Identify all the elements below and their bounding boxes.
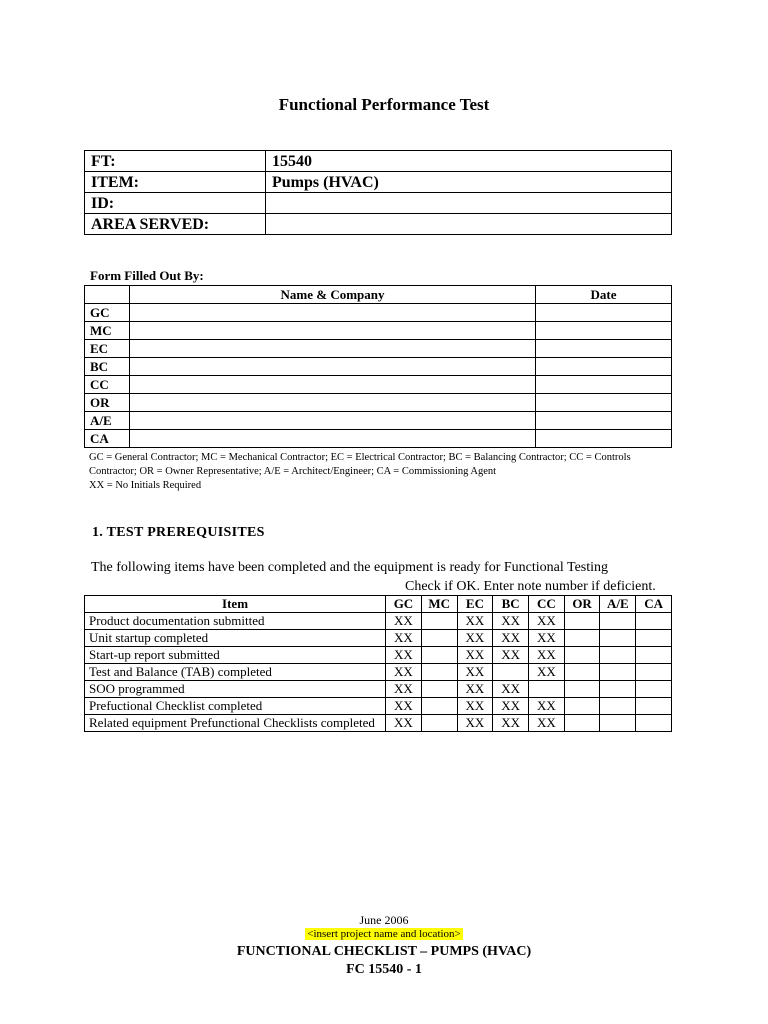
signoff-row [85, 340, 672, 358]
legend-line: Contractor; OR = Owner Representative; A/E = Architect/Engineer; CA = Commissioning Agent [89, 466, 497, 477]
header-label: ITEM: [85, 172, 266, 193]
footer-date: June 2006 [359, 913, 409, 927]
name-company-cell[interactable] [130, 394, 536, 412]
name-company-header: Name & Company [130, 286, 536, 304]
prereq-check-cell[interactable] [564, 664, 600, 681]
date-cell[interactable] [536, 394, 672, 412]
prereq-column-header: CA [636, 596, 672, 613]
prereq-row [85, 630, 672, 647]
name-company-cell[interactable] [130, 340, 536, 358]
signoff-row [85, 412, 672, 430]
role-label: CC [85, 376, 130, 394]
name-company-cell[interactable] [130, 376, 536, 394]
role-label: A/E [85, 412, 130, 430]
prereq-item: Product documentation submitted [85, 613, 386, 630]
role-label: BC [85, 358, 130, 376]
prereq-check-cell[interactable]: XX [529, 715, 565, 732]
prereq-check-cell[interactable] [636, 664, 672, 681]
header-row [85, 193, 672, 214]
section-title: 1. TEST PREREQUISITES [92, 525, 265, 540]
name-company-cell[interactable] [130, 412, 536, 430]
date-cell[interactable] [536, 430, 672, 448]
prereq-check-cell[interactable]: XX [386, 681, 422, 698]
prerequisites-table [84, 595, 672, 732]
prereq-check-cell[interactable] [600, 630, 636, 647]
prereq-check-cell[interactable]: XX [493, 681, 529, 698]
prereq-row [85, 698, 672, 715]
prereq-row [85, 681, 672, 698]
prereq-check-cell[interactable] [600, 698, 636, 715]
prereq-check-cell[interactable] [421, 630, 457, 647]
role-label: OR [85, 394, 130, 412]
prereq-item: Start-up report submitted [85, 647, 386, 664]
prereq-check-cell[interactable] [600, 613, 636, 630]
prereq-column-header: BC [493, 596, 529, 613]
name-company-cell[interactable] [130, 322, 536, 340]
prereq-check-cell[interactable] [564, 630, 600, 647]
prereq-item: Related equipment Prefunctional Checklists completed [85, 715, 386, 732]
prereq-check-cell[interactable] [564, 681, 600, 698]
prereq-check-cell[interactable]: XX [457, 613, 493, 630]
prereq-check-cell[interactable]: XX [457, 681, 493, 698]
role-header [85, 286, 130, 304]
prereq-check-cell[interactable] [636, 715, 672, 732]
prereq-row [85, 647, 672, 664]
prereq-check-cell[interactable] [421, 698, 457, 715]
signoff-header-row [85, 286, 672, 304]
legend-line: GC = General Contractor; MC = Mechanical Contractor; EC = Electrical Contractor; BC = Balancing Contractor; CC = Controls [89, 452, 631, 463]
role-label: MC [85, 322, 130, 340]
prereq-item: Prefuctional Checklist completed [85, 698, 386, 715]
header-label: FT: [85, 151, 266, 172]
prereq-check-cell[interactable] [564, 647, 600, 664]
header-value[interactable]: Pumps (HVAC) [266, 172, 672, 193]
prereq-check-cell[interactable]: XX [386, 664, 422, 681]
legend-line: XX = No Initials Required [89, 480, 202, 491]
prereq-check-cell[interactable]: XX [457, 698, 493, 715]
date-cell[interactable] [536, 376, 672, 394]
signoff-row [85, 376, 672, 394]
prereq-check-cell[interactable] [636, 681, 672, 698]
prereq-check-cell[interactable]: XX [386, 630, 422, 647]
prereq-check-cell[interactable] [636, 698, 672, 715]
prereq-check-cell[interactable] [493, 664, 529, 681]
name-company-cell[interactable] [130, 304, 536, 322]
prereq-check-cell[interactable]: XX [457, 715, 493, 732]
prereq-check-cell[interactable]: XX [529, 630, 565, 647]
prereq-check-cell[interactable] [600, 647, 636, 664]
prereq-row [85, 613, 672, 630]
prereq-check-cell[interactable]: XX [493, 613, 529, 630]
abbreviation-legend [89, 451, 673, 493]
section-intro: The following items have been completed and the equipment is ready for Functional Testing [91, 560, 609, 575]
date-cell[interactable] [536, 358, 672, 376]
footer-page-number: FC 15540 - 1 [346, 962, 422, 977]
prereq-check-cell[interactable] [421, 681, 457, 698]
prereq-check-cell[interactable]: XX [386, 715, 422, 732]
prereq-header-row [85, 596, 672, 613]
role-label: EC [85, 340, 130, 358]
header-row [85, 151, 672, 172]
signoff-row [85, 304, 672, 322]
header-value[interactable]: 15540 [266, 151, 672, 172]
prereq-check-cell[interactable] [529, 681, 565, 698]
signoff-row [85, 394, 672, 412]
prereq-item: SOO programmed [85, 681, 386, 698]
prereq-check-cell[interactable]: XX [457, 630, 493, 647]
prereq-check-cell[interactable] [421, 647, 457, 664]
form-filled-label: Form Filled Out By: [90, 268, 204, 283]
name-company-cell[interactable] [130, 358, 536, 376]
name-company-cell[interactable] [130, 430, 536, 448]
prereq-check-cell[interactable]: XX [529, 613, 565, 630]
date-cell[interactable] [536, 322, 672, 340]
footer-project [0, 928, 768, 940]
prereq-check-cell[interactable]: XX [386, 698, 422, 715]
prereq-check-cell[interactable]: XX [493, 698, 529, 715]
header-label: AREA SERVED: [85, 214, 266, 235]
date-cell[interactable] [536, 412, 672, 430]
project-placeholder: <insert project name and location> [307, 928, 461, 940]
prereq-row [85, 664, 672, 681]
check-note: Check if OK. Enter note number if deficient. [405, 579, 656, 594]
prereq-check-cell[interactable]: XX [529, 698, 565, 715]
prereq-row [85, 715, 672, 732]
prereq-column-header: OR [564, 596, 600, 613]
prereq-check-cell[interactable]: XX [493, 647, 529, 664]
prereq-column-header: GC [386, 596, 422, 613]
prereq-check-cell[interactable] [564, 698, 600, 715]
date-header: Date [536, 286, 672, 304]
prereq-column-header: MC [421, 596, 457, 613]
prereq-check-cell[interactable]: XX [493, 715, 529, 732]
prereq-column-header: EC [457, 596, 493, 613]
page-title: Functional Performance Test [278, 95, 490, 114]
prereq-check-cell[interactable]: XX [386, 647, 422, 664]
prereq-column-header: A/E [600, 596, 636, 613]
signoff-row [85, 358, 672, 376]
prereq-column-header: Item [85, 596, 386, 613]
prereq-check-cell[interactable] [421, 715, 457, 732]
prereq-check-cell[interactable]: XX [529, 647, 565, 664]
role-label: GC [85, 304, 130, 322]
prereq-item: Test and Balance (TAB) completed [85, 664, 386, 681]
signoff-row [85, 322, 672, 340]
header-table [84, 150, 672, 235]
prereq-check-cell[interactable] [564, 715, 600, 732]
prereq-check-cell[interactable]: XX [529, 664, 565, 681]
prereq-check-cell[interactable] [600, 664, 636, 681]
date-cell[interactable] [536, 304, 672, 322]
header-value[interactable] [266, 214, 672, 235]
signoff-table [84, 285, 672, 448]
prereq-item: Unit startup completed [85, 630, 386, 647]
prereq-check-cell[interactable] [600, 681, 636, 698]
footer-checklist-title: FUNCTIONAL CHECKLIST – PUMPS (HVAC) [236, 944, 532, 959]
prereq-check-cell[interactable] [636, 647, 672, 664]
prereq-check-cell[interactable] [421, 613, 457, 630]
prereq-check-cell[interactable]: XX [457, 664, 493, 681]
prereq-check-cell[interactable] [421, 664, 457, 681]
role-label: CA [85, 430, 130, 448]
prereq-check-cell[interactable] [636, 613, 672, 630]
signoff-row [85, 430, 672, 448]
prereq-check-cell[interactable]: XX [493, 630, 529, 647]
prereq-check-cell[interactable]: XX [457, 647, 493, 664]
prereq-check-cell[interactable] [564, 613, 600, 630]
date-cell[interactable] [536, 340, 672, 358]
prereq-check-cell[interactable] [600, 715, 636, 732]
header-row [85, 214, 672, 235]
prereq-check-cell[interactable]: XX [386, 613, 422, 630]
prereq-column-header: CC [529, 596, 565, 613]
header-row [85, 172, 672, 193]
header-value[interactable] [266, 193, 672, 214]
header-label: ID: [85, 193, 266, 214]
prereq-check-cell[interactable] [636, 630, 672, 647]
